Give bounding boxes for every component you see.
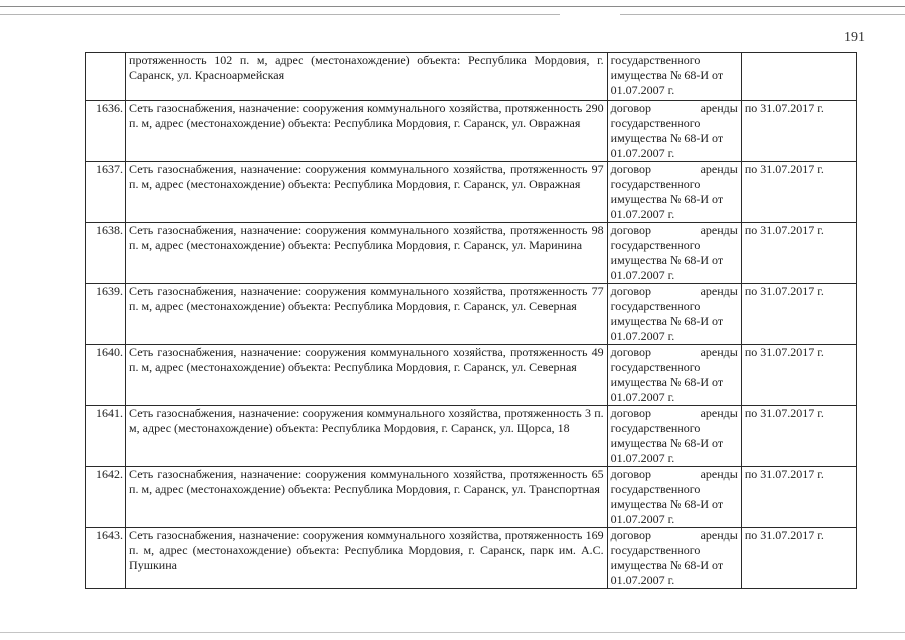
basis-word: аренды [700,528,738,542]
row-number: 1643. [86,528,126,589]
lease-basis [607,345,741,406]
basis-rest: государственного имущества № 68-И от 01.07.2007 г. [610,543,724,587]
basis-word: аренды [700,467,738,481]
lease-basis [607,284,741,345]
table-row [86,284,857,345]
page-number: 191 [844,30,865,45]
scan-edge-line [0,14,560,15]
basis-word: аренды [700,162,738,176]
table-row [86,101,857,162]
basis-word: договор [610,162,651,176]
basis-word: договор [610,223,651,237]
object-description: протяженность 102 п. м, адрес (местонахождение) объекта: Республика Мордовия, г. Саранск, ул. Красноармейская [126,53,608,101]
lease-basis [607,467,741,528]
basis-rest: государственного имущества № 68-И от 01.07.2007 г. [610,421,724,465]
table-row [86,223,857,284]
table-row [86,528,857,589]
basis-word: аренды [700,101,738,115]
row-number: 1640. [86,345,126,406]
basis-word: договор [610,345,651,359]
table-row [86,406,857,467]
basis-word: договор [610,101,651,115]
row-number [86,53,126,101]
row-number: 1642. [86,467,126,528]
table-row [86,345,857,406]
lease-term: по 31.07.2017 г. [741,101,856,162]
lease-basis: государственного имущества № 68-И от 01.07.2007 г. [607,53,741,101]
scan-edge-line [0,6,905,7]
basis-word: договор [610,528,651,542]
lease-term: по 31.07.2017 г. [741,162,856,223]
lease-term [741,53,856,101]
object-description: Сеть газоснабжения, назначение: сооружения коммунального хозяйства, протяженность 97 п. м, адрес (местонахождение) объекта: Республика Мордовия, г. Саранск, ул. Овражная [126,162,608,223]
basis-rest: государственного имущества № 68-И от 01.07.2007 г. [610,360,724,404]
basis-word: аренды [700,223,738,237]
basis-word: договор [610,284,651,298]
table-row [86,162,857,223]
property-table [85,52,857,589]
table-row [86,467,857,528]
object-description: Сеть газоснабжения, назначение: сооружения коммунального хозяйства, протяженность 77 п. м, адрес (местонахождение) объекта: Республика Мордовия, г. Саранск, ул. Северная [126,284,608,345]
object-description: Сеть газоснабжения, назначение: сооружения коммунального хозяйства, протяженность 65 п. м, адрес (местонахождение) объекта: Республика Мордовия, г. Саранск, ул. Транспортная [126,467,608,528]
basis-word: договор [610,406,651,420]
lease-term: по 31.07.2017 г. [741,406,856,467]
basis-rest: государственного имущества № 68-И от 01.07.2007 г. [610,177,724,221]
basis-word: аренды [700,406,738,420]
scan-edge-line [620,14,905,15]
basis-word: договор [610,467,651,481]
lease-term: по 31.07.2017 г. [741,528,856,589]
row-number: 1637. [86,162,126,223]
lease-term: по 31.07.2017 г. [741,467,856,528]
row-number: 1638. [86,223,126,284]
row-number: 1636. [86,101,126,162]
lease-basis [607,528,741,589]
lease-basis [607,223,741,284]
lease-term: по 31.07.2017 г. [741,345,856,406]
row-number: 1639. [86,284,126,345]
basis-rest: государственного имущества № 68-И от 01.07.2007 г. [610,299,724,343]
basis-rest: государственного имущества № 68-И от 01.07.2007 г. [610,482,724,526]
lease-term: по 31.07.2017 г. [741,284,856,345]
object-description: Сеть газоснабжения, назначение: сооружения коммунального хозяйства, протяженность 290 п. м, адрес (местонахождение) объекта: Республика Мордовия, г. Саранск, ул. Овражная [126,101,608,162]
lease-basis [607,406,741,467]
object-description: Сеть газоснабжения, назначение: сооружения коммунального хозяйства, протяженность 49 п. м, адрес (местонахождение) объекта: Республика Мордовия, г. Саранск, ул. Северная [126,345,608,406]
object-description: Сеть газоснабжения, назначение: сооружения коммунального хозяйства, протяженность 169 п. м, адрес (местонахождение) объекта: Республика Мордовия, г. Саранск, парк им. А.С. Пушкина [126,528,608,589]
lease-basis [607,162,741,223]
object-description: Сеть газоснабжения, назначение: сооружения коммунального хозяйства, протяженность 3 п. м, адрес (местонахождение) объекта: Республика Мордовия, г. Саранск, ул. Щорса, 18 [126,406,608,467]
basis-word: аренды [700,345,738,359]
lease-term: по 31.07.2017 г. [741,223,856,284]
basis-word: аренды [700,284,738,298]
row-number: 1641. [86,406,126,467]
table-row [86,53,857,101]
scan-edge-line [0,632,905,633]
basis-rest: государственного имущества № 68-И от 01.07.2007 г. [610,116,724,160]
lease-basis [607,101,741,162]
basis-rest: государственного имущества № 68-И от 01.07.2007 г. [610,238,724,282]
object-description: Сеть газоснабжения, назначение: сооружения коммунального хозяйства, протяженность 98 п. м, адрес (местонахождение) объекта: Республика Мордовия, г. Саранск, ул. Маринина [126,223,608,284]
